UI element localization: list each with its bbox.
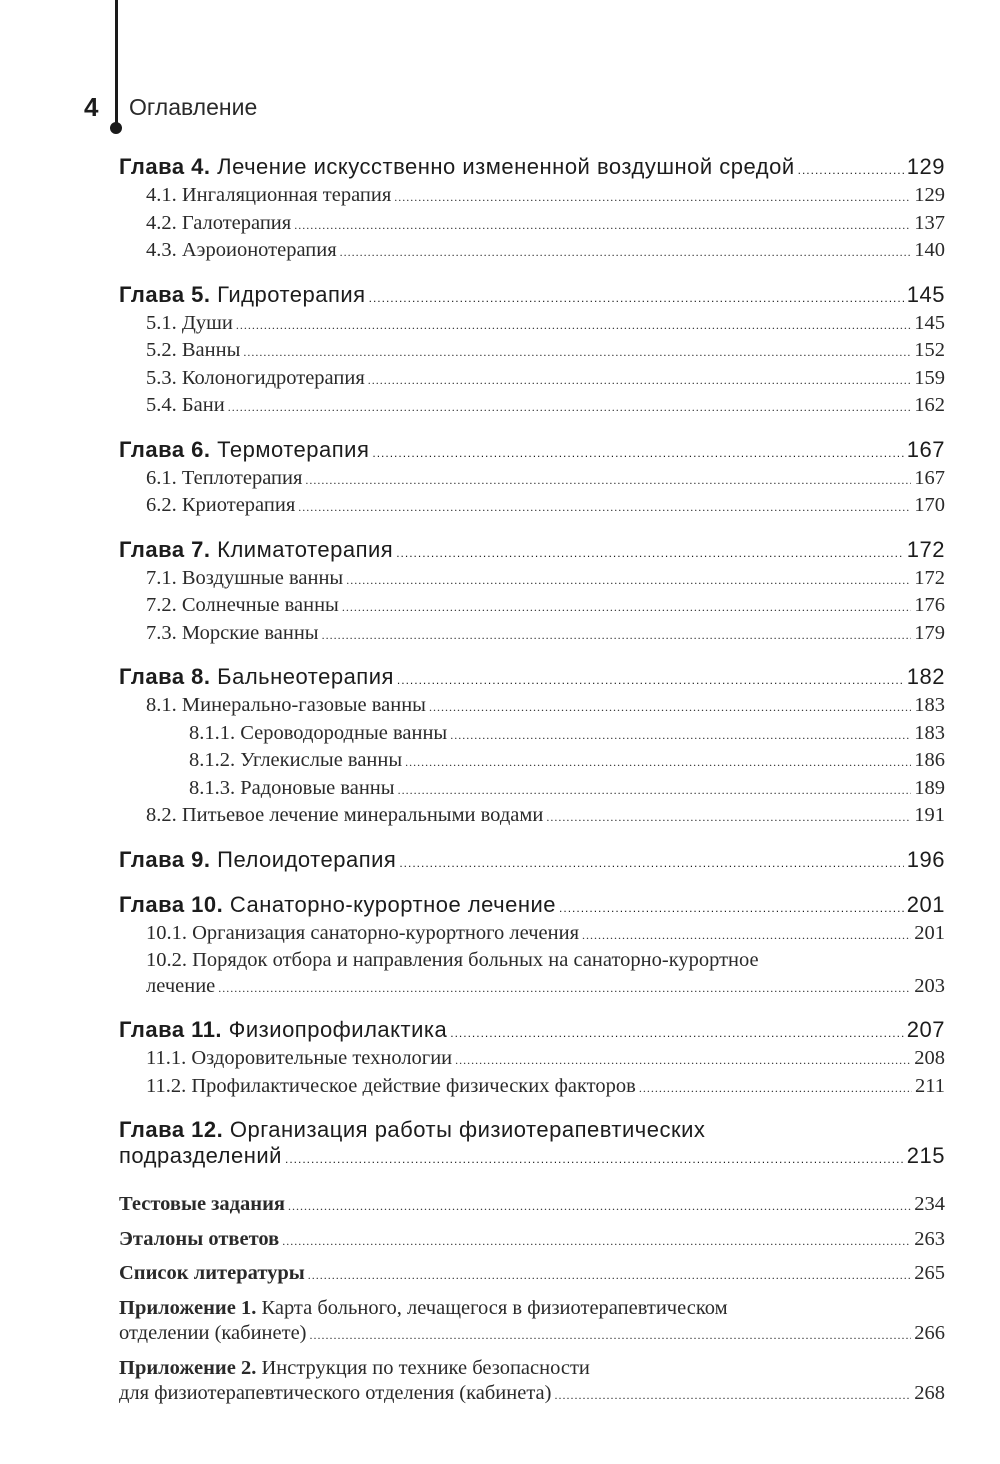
page-ref: 129	[914, 184, 945, 206]
toc-section-entry[interactable]	[119, 183, 945, 211]
dot-leader	[450, 721, 911, 749]
section-title: 7.1. Воздушные ванны	[146, 566, 344, 589]
page-ref: 159	[914, 366, 945, 389]
section-title: 8.1.1. Сероводородные ванны	[189, 721, 448, 744]
section-title: 6.2. Криотерапия	[146, 494, 296, 516]
page-ref: 191	[914, 804, 945, 826]
section-title: 5.2. Ванны	[146, 339, 241, 361]
dot-leader	[218, 974, 911, 1002]
section-title: 10.1. Организация санаторно-курортного лечения	[146, 921, 579, 944]
page-ref: 207	[906, 1017, 945, 1042]
toc-chapter-11	[119, 1017, 945, 1101]
dot-leader	[405, 748, 911, 776]
chapter-label: Глава 9.	[119, 846, 211, 872]
toc-section-entry[interactable]	[119, 493, 945, 521]
page-ref: 137	[914, 211, 945, 234]
dot-leader	[228, 393, 912, 421]
dot-leader	[554, 1381, 911, 1409]
chapter-label: Глава 6.	[119, 436, 211, 462]
dot-leader	[346, 566, 911, 594]
chapter-title: Пелоидотерапия	[217, 846, 397, 872]
toc-subsection-entry[interactable]	[119, 721, 945, 749]
page-ref: 268	[914, 1382, 945, 1404]
dot-leader	[368, 366, 911, 394]
section-title: 5.4. Бани	[146, 394, 225, 416]
dot-leader	[429, 693, 911, 721]
dot-leader	[398, 776, 912, 804]
toc-section-entry[interactable]	[119, 238, 945, 266]
page-ref: 145	[906, 281, 945, 307]
toc-section-entry-multiline[interactable]	[119, 948, 945, 1001]
page-ref: 170	[914, 494, 945, 516]
dot-leader	[399, 847, 903, 876]
toc-chapter-12	[119, 1117, 945, 1172]
chapter-title-line-1: Организация работы физиотерапевтических	[229, 1117, 706, 1142]
toc-section-entry[interactable]	[119, 211, 945, 239]
table-of-contents	[119, 154, 945, 1416]
chapter-label: Глава 12.	[119, 1117, 224, 1142]
section-title: 11.2. Профилактическое действие физических факторов	[146, 1074, 636, 1097]
section-title: 4.2. Галотерапия	[146, 211, 292, 234]
toc-chapter-entry[interactable]	[119, 1017, 945, 1046]
dot-leader	[397, 664, 904, 693]
page-ref: 176	[914, 594, 945, 616]
header-vertical-rule	[115, 0, 118, 128]
toc-end-entry[interactable]	[119, 1192, 945, 1220]
dot-leader	[559, 892, 904, 921]
toc-section-entry[interactable]	[119, 338, 945, 366]
toc-section-entry[interactable]	[119, 566, 945, 594]
page-ref: 167	[914, 466, 945, 489]
toc-appendix-entry[interactable]	[119, 1296, 945, 1349]
chapter-title: Санаторно-курортное лечение	[229, 891, 557, 917]
page-ref: 183	[914, 694, 945, 716]
toc-chapter-10	[119, 892, 945, 1002]
entry-title: Тестовые задания	[119, 1193, 286, 1215]
dot-leader	[310, 1321, 912, 1349]
dot-leader	[342, 593, 911, 621]
section-title: 7.2. Солнечные ванны	[146, 594, 339, 616]
toc-section-entry[interactable]	[119, 311, 945, 339]
section-title: 8.2. Питьевое лечение минеральными водами	[146, 804, 544, 826]
dot-leader	[236, 311, 911, 339]
page-ref: 196	[906, 846, 945, 872]
entry-title: Эталоны ответов	[119, 1227, 280, 1250]
chapter-title: Бальнеотерапия	[217, 664, 394, 689]
toc-end-entry[interactable]	[119, 1227, 945, 1255]
page-ref: 189	[914, 776, 945, 799]
toc-subsection-entry[interactable]	[119, 776, 945, 804]
section-title: 4.1. Ингаляционная терапия	[146, 184, 392, 206]
appendix-title-line-1: Инструкция по технике безопасности	[261, 1356, 590, 1379]
toc-section-entry[interactable]	[119, 466, 945, 494]
toc-section-entry[interactable]	[119, 593, 945, 621]
dot-leader	[455, 1046, 911, 1074]
chapter-title: Климатотерапия	[217, 536, 394, 562]
toc-subsection-entry[interactable]	[119, 748, 945, 776]
toc-section-entry[interactable]	[119, 393, 945, 421]
appendix-title-line-2: для физиотерапевтического отделения (кабинета)	[119, 1382, 552, 1404]
page-ref: 172	[906, 536, 945, 562]
page-ref: 265	[914, 1262, 945, 1284]
chapter-label: Глава 7.	[119, 536, 211, 562]
section-title: 6.1. Теплотерапия	[146, 466, 303, 489]
toc-chapter-6	[119, 437, 945, 521]
toc-chapter-entry-multiline[interactable]	[119, 1117, 945, 1172]
page-ref: 167	[906, 436, 945, 462]
toc-chapter-entry[interactable]	[119, 664, 945, 693]
page-ref: 263	[914, 1227, 945, 1250]
chapter-label: Глава 8.	[119, 664, 211, 689]
dot-leader	[394, 183, 911, 211]
page-ref: 215	[906, 1143, 945, 1168]
chapter-label: Глава 5.	[119, 281, 211, 307]
toc-chapter-5	[119, 282, 945, 421]
dot-leader	[308, 1261, 911, 1289]
page-ref: 208	[914, 1047, 945, 1069]
dot-leader	[305, 466, 911, 494]
dot-leader	[340, 238, 912, 266]
page-ref: 140	[914, 239, 945, 261]
dot-leader	[282, 1227, 911, 1255]
chapter-label: Глава 4.	[119, 154, 211, 179]
page-ref: 211	[915, 1074, 945, 1097]
toc-section-entry[interactable]	[119, 366, 945, 394]
section-title: 8.1.3. Радоновые ванны	[189, 776, 395, 799]
toc-chapter-entry[interactable]	[119, 892, 945, 921]
page-ref: 201	[914, 921, 945, 944]
section-title: 5.1. Души	[146, 311, 233, 334]
section-title: 4.3. Аэроионотерапия	[146, 239, 337, 261]
dot-leader	[546, 803, 911, 831]
toc-chapter-entry[interactable]	[119, 282, 945, 311]
chapter-title: Физиопрофилактика	[228, 1017, 448, 1042]
page-ref: 152	[914, 339, 945, 361]
dot-leader	[322, 621, 912, 649]
section-title: 8.1.2. Углекислые ванны	[189, 749, 403, 771]
dot-leader	[450, 1017, 904, 1046]
dot-leader	[639, 1074, 912, 1102]
toc-chapter-entry[interactable]	[119, 437, 945, 466]
chapter-title-line-2: подразделений	[119, 1143, 282, 1168]
dot-leader	[298, 493, 911, 521]
appendix-title-line-2: отделении (кабинете)	[119, 1322, 307, 1344]
chapter-label: Глава 10.	[119, 891, 224, 917]
page-ref: 129	[906, 154, 945, 179]
toc-section-entry[interactable]	[119, 621, 945, 649]
toc-section-entry[interactable]	[119, 693, 945, 721]
section-title: 5.3. Колоногидротерапия	[146, 366, 365, 389]
dot-leader	[369, 282, 904, 311]
dot-leader	[582, 921, 911, 949]
page-ref: 172	[914, 566, 945, 589]
page-ref: 201	[906, 891, 945, 917]
toc-chapter-entry[interactable]	[119, 154, 945, 183]
page-number: 4	[84, 92, 99, 122]
page-ref: 183	[914, 721, 945, 744]
section-title: 7.3. Морские ванны	[146, 621, 319, 644]
appendix-title-line-1: Карта больного, лечащегося в физиотерапевтическом	[261, 1296, 728, 1319]
entry-title: Список литературы	[119, 1262, 305, 1284]
section-title-line-2: лечение	[146, 974, 216, 997]
page-ref: 203	[914, 974, 945, 997]
page-ref: 145	[914, 311, 945, 334]
toc-end-entry[interactable]	[119, 1261, 945, 1289]
page-ref: 234	[914, 1193, 945, 1215]
running-title: Оглавление	[129, 94, 258, 120]
dot-leader	[798, 154, 904, 183]
page-ref: 186	[914, 749, 945, 771]
chapter-title: Термотерапия	[217, 436, 370, 462]
toc-chapter-4	[119, 154, 945, 266]
dot-leader	[372, 437, 903, 466]
toc-section-entry[interactable]	[119, 803, 945, 831]
dot-leader	[288, 1192, 911, 1220]
toc-chapter-8	[119, 664, 945, 831]
chapter-title: Гидротерапия	[217, 281, 366, 307]
toc-end-matter	[119, 1192, 945, 1409]
chapter-label: Глава 11.	[119, 1017, 223, 1042]
dot-leader	[285, 1143, 904, 1172]
toc-chapter-entry[interactable]	[119, 847, 945, 876]
toc-section-entry[interactable]	[119, 1046, 945, 1074]
dot-leader	[294, 211, 911, 239]
section-title: 11.1. Оздоровительные технологии	[146, 1047, 453, 1069]
toc-section-entry[interactable]	[119, 921, 945, 949]
toc-chapter-9	[119, 847, 945, 876]
dot-leader	[396, 537, 904, 566]
section-title-line-1: 10.2. Порядок отбора и направления больных на санаторно-курортное	[146, 949, 759, 971]
page-ref: 162	[914, 394, 945, 416]
section-title: 8.1. Минерально-газовые ванны	[146, 694, 426, 716]
appendix-label: Приложение 1.	[119, 1296, 257, 1319]
chapter-title: Лечение искусственно измененной воздушной средой	[217, 154, 795, 179]
page-ref: 266	[914, 1322, 945, 1344]
page-ref: 179	[914, 621, 945, 644]
toc-chapter-entry[interactable]	[119, 537, 945, 566]
toc-section-entry[interactable]	[119, 1074, 945, 1102]
appendix-label: Приложение 2.	[119, 1356, 257, 1379]
toc-appendix-entry[interactable]	[119, 1356, 945, 1409]
header-rule-dot	[110, 122, 122, 134]
toc-chapter-7	[119, 537, 945, 649]
page-ref: 182	[906, 664, 945, 689]
dot-leader	[243, 338, 911, 366]
